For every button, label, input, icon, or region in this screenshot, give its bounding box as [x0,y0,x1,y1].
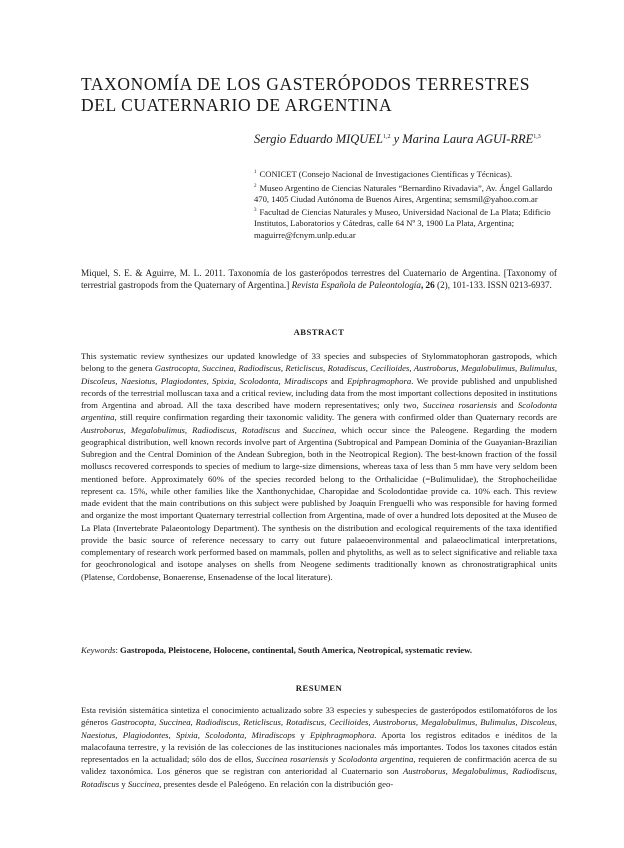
abstract-segment: , which occur since the Paleogene. Regarding the modern geographical distribution, well known records involve part of Argentina (Subtropical and Pampean Dominia of the Guayanian-Brazilian Subregion and the Central Dominion of the Andean Subregion, both in the Neotropical Region). The best-known fraction of the fossil molluscs recovered corresponds to species of medium to large-size dimensions, whereas taxa of less than 5 mm have very seldom been mentioned before. Approximately 60% of the species recorded belong to the Orthalicidae (=Bulimulidae), the Strophocheilidae represent ca. 15%, while other families like the Xanthonychidae, Charopidae and Scolodontidae provide ca. 10% each. This review made evident that the main contributions on this subject were published by Joaquín Frenguelli who was responsible for having formed and organize the most important Quaternary terrestrial collection from Argentina, made of over a hundred lots deposited at the Museo de La Plata (Invertebrate Palaeontology Department). The synthesis on the distribution and ecological requirements of the taxa identified provide the basic source of reference necessary to carry out future palaeoenvironmental and palaeoclimatical interpretations, complementary of research work performed based on mammals, pollen and phytoliths, as well as to select significative and reliable taxa for geochronological and isotope analyses on shells from Neogene sediments traditionally known as chronostratigraphical units (Platense, Cordobense, Bonaerense, Ensenadense of the local literature). [81,424,557,582]
affiliation-number: 1 [254,170,257,175]
resumen-segment: , requieren de confirmación acerca de su validez taxonómica. Los géneros que se registran con anterioridad al Cuaternario son [81,754,558,777]
author-1: Sergio Eduardo MIQUEL [254,132,383,147]
abstract-text [81,350,557,583]
resumen-genus: Succinea [127,778,160,789]
abstract-genus: Succinea [302,424,335,435]
abstract-segment: . We provide published and unpublished records of the terrestrial molluscan taxa and a critical review, including data from the most important collections deposited in institutions from Argentina and abroad. All the taxa described have modern representatives; only two, [81,375,557,410]
resumen-segment: y [295,729,311,740]
citation [81,267,557,291]
keywords-list: Gastropoda, Pleistocene, Holocene, continental, South America, Neotropical, systematic review. [120,645,473,655]
resumen-species: Succinea rosariensis [256,754,329,764]
affiliation-2 [254,181,564,205]
abstract-species: Scolodonta argentina [81,400,557,423]
abstract-genera-list: Austroborus, Megalobulimus, Radiodiscus, Rotadiscus [81,424,281,435]
affiliation-text: CONICET (Consejo Nacional de Investigaciones Científicas y Técnicas). [259,168,513,179]
article-title: TAXONOMÍA DE LOS GASTERÓPODOS TERRESTRES DEL CUATERNARIO DE ARGENTINA [81,74,531,115]
affiliation-1 [254,167,564,180]
resumen-segment: y [119,778,128,789]
author-2-affiliation-marker: 1,3 [533,134,541,140]
author-2: Marina Laura AGUI-RRE [402,132,534,147]
resumen-segment: Esta revisión sistemática sintetiza el conocimiento actualizado sobre 33 especies y subespecies de gasterópodos estilomatóforos de los géneros [81,705,557,728]
resumen-segment: , presentes desde el Paleógeno. En relación con la distribución geo- [159,778,394,789]
journal-volume: , 26 [420,280,435,291]
resumen-genera-list: Gastrocopta, Succinea, Radiodiscus, Reticliscus, Rotadiscus, Cecilioides, Austroborus, Megalobulimus, Bulimulus, Discoleus, Naesiotus, Plagiodontes, Spixia, Scolodonta, Miradiscops [81,717,557,740]
affiliation-number: 2 [254,183,257,189]
affiliation-text: Museo Argentino de Ciencias Naturales “Bernardino Rivadavia”, Av. Ángel Gallardo 470, 1405 Ciudad Autónoma de Buenos Aires, Argentina; semsmil@yahoo.com.ar [254,182,553,204]
author-1-affiliation-marker: 1,2 [382,134,391,140]
abstract-segment: , still require confirmation regarding their taxonomic validity. The genera with confirmed older than Quaternary records are [114,412,557,423]
abstract-segment: and [496,400,518,410]
abstract-heading: ABSTRACT [293,327,345,337]
abstract-genera-list: Gastrocopta, Succinea, Radiodiscus, Reticliscus, Rotadiscus, Cecilioides, Austroborus, Megalobulimus, Bulimulus, Discoleus, Naesiotus, Plagiodontes, Spixia, Scolodonta, Miradiscops [81,363,557,386]
abstract-species: Succinea rosariensis [422,400,497,410]
resumen-heading: RESUMEN [295,683,343,693]
resumen-text [81,704,557,790]
affiliation-number: 3 [254,208,257,214]
journal-name: Revista Española de Paleontología [291,280,421,291]
resumen-genera-list: Austroborus, Megalobulimus, Radiodiscus, Rotadiscus [81,766,557,789]
abstract-segment: and [280,424,303,435]
citation-text: Miquel, S. E. & Aguirre, M. L. 2011. Taxonomía de los gasterópodos terrestres del Cuaternario de Argentina. [Taxonomy of terrestrial gastropods from the Quaternary of Argentina.] [81,268,557,291]
abstract-genus: Epiphragmophora [346,375,412,386]
citation-pages: (2), 101-133. ISSN 0213-6937. [434,280,552,291]
resumen-genus: Epiphragmophora [310,729,375,740]
author-connector: y [390,132,403,147]
author-line [254,127,564,149]
affiliations [254,167,564,241]
affiliation-text: Facultad de Ciencias Naturales y Museo, Universidad Nacional de La Plata; Edificio Institutos, Laboratorios y Cátedras, calle 64 Nº 3, 1900 La Plata, Argentina; maguirre@fcnym.unlp.edu.ar [254,207,551,240]
abstract-segment: This systematic review synthesizes our updated knowledge of 33 species and subspecies of Stylommatophoran gastropods, which belong to the genera [81,351,557,374]
keywords [81,644,557,656]
keywords-separator: : [115,645,121,655]
keywords-label: Keywords [81,645,116,655]
resumen-segment: . Aporta los registros editados e inéditos de la malacofauna terrestre, y la revisión de las colecciones de las instituciones nacionales más importantes. Todos los taxones citados están representados en la actualidad; sólo dos de ellos, [81,729,558,764]
resumen-species: Scolodonta argentina [338,754,414,764]
resumen-segment: y [328,754,339,764]
abstract-segment: and [327,375,347,386]
affiliation-3 [254,205,564,240]
